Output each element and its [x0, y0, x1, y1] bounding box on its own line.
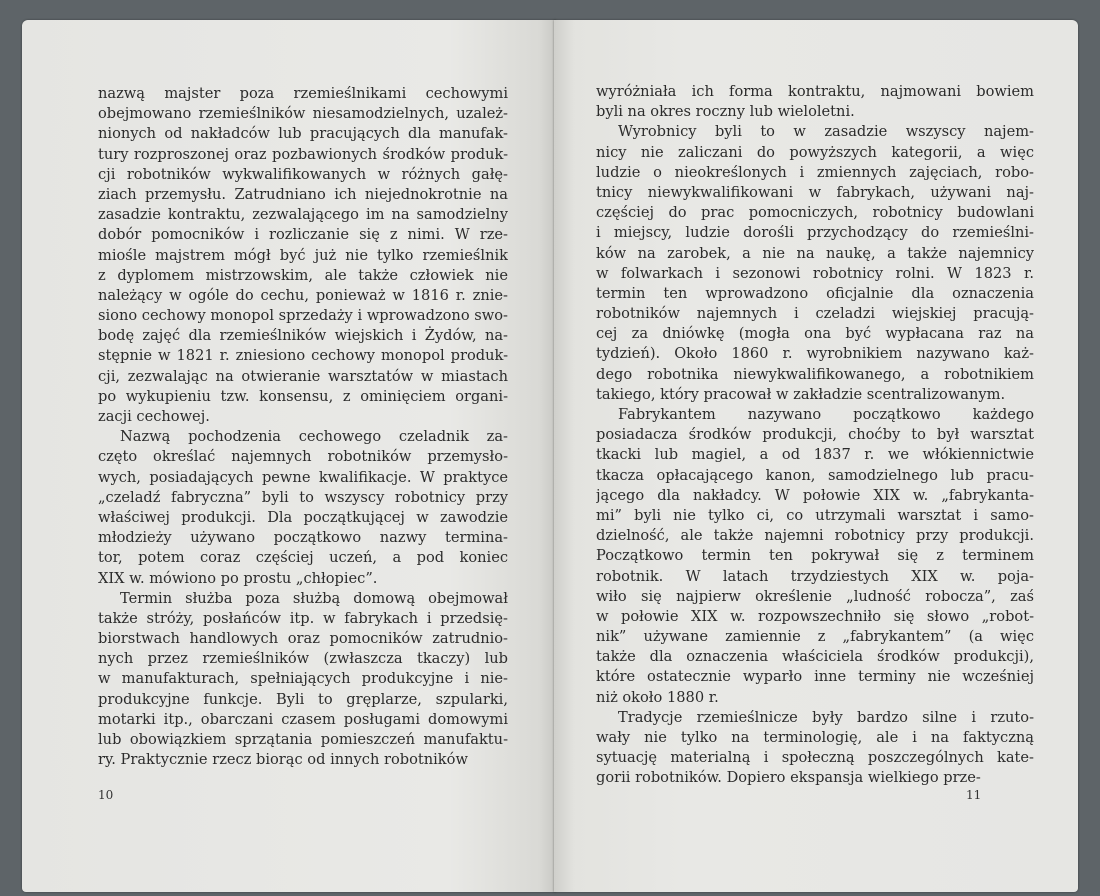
text-line: dobór pomocników i rozliczanie się z nimi. W rze- [98, 226, 508, 244]
text-line: nik” używane zamiennie z „fabrykantem” (a więc [596, 628, 1034, 646]
text-line: produkcyjne funkcje. Byli to gręplarze, szpularki, [98, 690, 508, 708]
book-spread [22, 20, 1078, 892]
text-line: dego robotnika niewykwalifikowanego, a robotnikiem [596, 365, 1034, 383]
text-line: wały nie tylko na terminologię, ale i na faktyczną [596, 729, 1034, 746]
text-line: byli na okres roczny lub wieloletni. [596, 103, 855, 121]
text-line: w folwarkach i sezonowi robotnicy rolni. W 1823 r. [596, 264, 1034, 282]
text-line: właściwej produkcji. Dla początkującej w zawodzie [98, 508, 508, 526]
text-line: młodzieży używano początkowo nazwy terminа- [98, 529, 508, 547]
text-line: wyróżniała ich forma kontraktu, najmowani bowiem [596, 83, 1034, 100]
page-number-left: 10 [98, 788, 114, 802]
text-line: wiło się najpierw określenie „ludność robocza”, zaś [596, 587, 1034, 605]
text-line: sytuację materialną i społeczną poszczególnych kate- [596, 749, 1034, 767]
text-line: z dyplomem mistrzowskim, ale także człowiek nie [98, 266, 508, 284]
text-line: termin ten wprowadzono oficjalnie dla oznaczenia [596, 284, 1034, 302]
text-line: tkacza opłacającego kanon, samodzielnego lub pracu- [596, 466, 1034, 484]
text-line: także dla oznaczenia właściciela środków produkcji), [596, 648, 1034, 666]
text-line: i miejscy, ludzie dorośli przychodzący do rzemieślni- [596, 224, 1034, 242]
text-line: takiego, który pracował w zakładzie scentralizowanym. [596, 385, 1006, 403]
right-page-text [596, 82, 1034, 789]
text-line: posiadacza środków produkcji, choćby to był warsztat [596, 426, 1034, 444]
text-line: obejmowano rzemieślników niesamodzielnych, uzależ- [98, 105, 508, 123]
text-line: należący w ogóle do cechu, ponieważ w 1816 r. znie- [98, 286, 508, 304]
text-line: wych, posiadających pewne kwalifikacje. W praktyce [98, 468, 508, 486]
text-line: częściej do prac pomocniczych, robotnicy budowlani [596, 204, 1034, 222]
text-line: po wykupieniu tzw. konsensu, z ominięciem organi- [98, 387, 508, 405]
text-line: mi” byli nie tylko ci, co utrzymali warsztat i samo- [596, 506, 1034, 524]
text-line: cji robotników wykwalifikowanych w różnych gałę- [98, 165, 508, 183]
right-page [554, 20, 1078, 892]
text-line: częto określać najemnych robotników przemysło- [98, 448, 508, 466]
text-line: robotników najemnych i czeladzi wiejskiej pracują- [596, 305, 1034, 323]
text-line: także stróży, posłańców itp. w fabrykach i przedsię- [98, 609, 508, 627]
text-line: robotnik. W latach trzydziestych XIX w. poja- [596, 567, 1034, 585]
text-line: w połowie XIX w. rozpowszechniło się słowo „robot- [596, 607, 1034, 625]
text-line: cji, zezwalając na otwieranie warsztatów w miastach [98, 367, 508, 385]
text-line: zasadzie kontraktu, zezwalającego im na samodzielny [98, 206, 508, 224]
text-line: tydzień). Około 1860 r. wyrobnikiem nazywano każ- [596, 345, 1034, 363]
text-line: nych przez rzemieślników (zwłaszcza tkaczy) lub [98, 650, 508, 668]
text-line: tor, potem coraz częściej uczeń, a pod koniec [98, 549, 508, 567]
text-line: biorstwach handlowych oraz pomocników zatrudnio- [98, 630, 508, 648]
text-line: gorii robotników. Dopiero ekspansja wielkiego prze- [596, 769, 981, 787]
text-line: „czeladź fabryczna” byli to wszyscy robotnicy przy [98, 488, 508, 506]
text-line: motarki itp., obarczani czasem posługami domowymi [98, 710, 508, 728]
left-page-text [98, 84, 508, 770]
text-line: tkacki lub magiel, a od 1837 r. we włókiennictwie [596, 446, 1034, 464]
text-line: tury rozproszonej oraz pozbawionych środków produk- [98, 145, 508, 163]
text-line: w manufakturach, spełniających produkcyjne i nie- [98, 670, 508, 688]
text-line: nazwą majster poza rzemieślnikami cechowymi [98, 85, 508, 102]
text-line: Tradycje rzemieślnicze były bardzo silne i rzuto- [618, 708, 1034, 726]
text-line: nicy nie zaliczani do powyższych kategorii, a więc [596, 143, 1034, 161]
text-line: cej za dniówkę (mogła ona być wypłacana raz na [596, 325, 1034, 343]
text-line: ry. Praktycznie rzecz biorąc od innych robotników [98, 751, 468, 769]
text-line: Nazwą pochodzenia cechowego czeladnik za- [120, 428, 508, 446]
text-line: bodę zajęć dla rzemieślników wiejskich i Żydów, na- [98, 327, 508, 345]
page-number-right: 11 [966, 788, 982, 802]
text-line: ków na zarobek, a nie na naukę, a także najemnicy [596, 244, 1034, 262]
text-line: Początkowo termin ten pokrywał się z terminem [596, 547, 1034, 565]
text-line: ziach przemysłu. Zatrudniano ich niejednokrotnie na [98, 185, 508, 203]
text-line: które ostatecznie wyparło inne terminy nie wcześniej [596, 668, 1034, 686]
text-line: dzielność, ale także najemni robotnicy przy produkcji. [596, 527, 1034, 545]
text-line: Wyrobnicy byli to w zasadzie wszyscy najem- [618, 123, 1034, 141]
text-line: zacji cechowej. [98, 408, 210, 425]
text-line: lub obowiązkiem sprzątania pomieszczeń manufaktu- [98, 731, 508, 748]
text-line: siono cechowy monopol sprzedaży i wprowadzono swo- [98, 307, 508, 325]
text-line: nionych od nakładców lub pracujących dla manufak- [98, 125, 508, 143]
text-line: Termin służba poza służbą domową obejmował [120, 589, 508, 607]
left-page [22, 20, 556, 892]
text-line: XIX w. mówiono po prostu „chłopiec”. [98, 569, 378, 587]
text-line: niż około 1880 r. [596, 688, 719, 706]
text-line: tnicy niewykwalifikowani w fabrykach, używani naj- [596, 183, 1034, 201]
text-line: jącego dla nakładcy. W połowie XIX w. „fabrykanta- [596, 486, 1034, 504]
text-line: stępnie w 1821 r. zniesiono cechowy monopol produk- [98, 347, 508, 365]
text-line: Fabrykantem nazywano początkowo każdego [618, 406, 1034, 423]
text-line: miośle majstrem mógł być już nie tylko rzemieślnik [98, 246, 508, 264]
text-line: ludzie o nieokreślonych i zmiennych zajęciach, robo- [596, 163, 1034, 181]
